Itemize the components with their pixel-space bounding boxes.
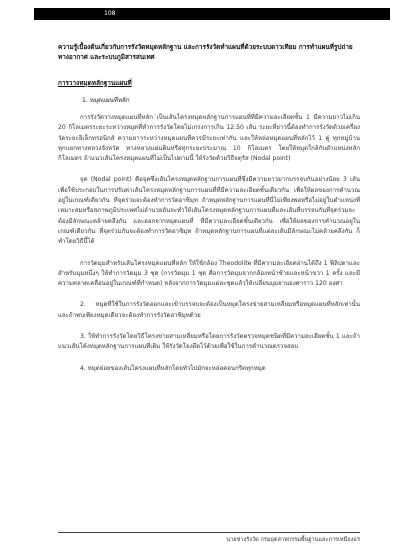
numbered-item: 3. ให้ทำการรังวัดโดยวิธีโครงข่ายสามเหลี่ยมหรือโดยการรังวัดตรวจหมุดชนิดที่มีความละเอียดชั้น 1 และถ้าแนวเส้นโค้งหมุดหลักฐานการแผนที่เดิม ให้รังวัดโยงยึดไว้ด้วยเพื่อใช้ในการคำนวณตรวจสอบ bbox=[58, 333, 360, 351]
numbered-item: 2. หมุดที่ใช้ในการรังวัดออกและเข้าบรรจบจะต้องเป็นหมุดโครงข่ายสามเหลี่ยมหรือหมุดแผนที่หลักเท่านั้น และถ้าพบเพียงหมุดเดียวจะต้องทำการรังวัดอาซิมุทด้วย bbox=[58, 301, 360, 319]
page-title: ความรู้เบื้องต้นเกี่ยวกับการรังวัดหมุดหลักฐาน และการรังวัดทำแผนที่ด้วยระบบดาวเทียม การทำแผนที่รูปถ่ายทางอากาศ และระบบภูมิสารสนเทศ bbox=[58, 43, 353, 61]
paragraph: การรังวัดวางหมุดแผนที่หลัก เป็นเส้นโครงหมุดหลักฐานการแผนที่ที่มีความละเอียดชั้น 1 มีความยาวไม่เกิน 20 กิโลเมตรระยะระหว่างหมุดที่ทำการรังวัดโดยไม่เกรงการเกิน 12.50 เส้น ระยะที่ยาวนี้ต้องทำการรังวัดด้วยเครื่องวัดระยะอิเล็กทรอนิกส์ ความยาวระหว่างหมุดแผนที่ควรมีระยะเท่ากัน และให้หล่อหมุดแผนที่หลักไว้ 1 คู่ ทุกหมู่บ้าน ทุกแยกทางหลวงจังหวัด ทางหลวงแผ่นดินหรือทุกระยะประมาณ 10 กิโลเมตร โดยให้หมุดใกล้กับตำแหน่งหลักกิโลเมตร ถ้าแนวเส้นโครงหมุดแผนที่ไม่เป็นไปตามนี้ ให้รังวัดด้วยวิธีจตุรัส (Nodal point) bbox=[58, 114, 360, 163]
page-content bbox=[58, 42, 360, 385]
section-heading: การวางหมุดหลักฐานแผนที่ bbox=[58, 79, 132, 87]
paragraph: จุด (Nodal point) คือจุดซึ่งเส้นโครงหมุดหลักฐานการแผนที่ซึ่งมีความยาวมากบรรจบกันอย่างน้อย 3 เส้น เพื่อใช้ประกอบในการปรับค่าเส้นโครงหมุดหลักฐานการแผนที่ที่มีความละเอียดชั้นเดียวกัน เพื่อให้ผลของการคำนวณอยู่ในเกณฑ์เดียวกัน ที่จุดร่วมจะต้องทำการวัดอาซิมุท ถ้าหมุดหลักฐานการแผนที่นี่ไม่เพียงพอหรือไม่อยู่ในตำแหน่งที่เหมาะสมหรือสภาพภูมิประเทศไม่อำนวยอันจะทำให้เส้นโครงหมุดหลักฐานการแผนที่และเส้นที่บรรจบกันที่จุดร่วมจะต้องมีลักษณะคล้ายคลึงกัน และออกจากหมุดแผนที่ ที่มีความละเอียดชั้นเดียวกัน เพื่อให้ผลของการคำนวณอยู่ในเกณฑ์เดียวกัน ที่จุดร่วมกันจะต้องทำการวัดอาซิมุท ถ้าหมุดหลักฐานการแผนที่แต่ละเส้นมีลักษณะไม่คล้ายคลึงกัน ก็ทำโดยวิธีนี้ได้ bbox=[58, 176, 360, 246]
numbered-item: 4. หมุดย่อยของเส้นโครงแผนที่หลักโดยทั่วไปมักจะหล่อคอนกรีตทุกหมุด bbox=[80, 364, 266, 372]
paragraph: การวัดมุมสำหรับเส้นโครงหมุดแผนที่หลัก ให้ใช้กล้อง Theodolite ที่มีความละเอียดอ่านได้ถึง 1 ฟิลิปดาและสำหรับมุมหนึ่งๆ ให้ทำการวัดมุม 3 ชุด (การวัดมุม 1 ชุด คือการวัดมุมจากกล้องหน้าซ้ายและหน้าขวา 1 ครั้ง และมีความคลาดเคลื่อนอยู่ในเกณฑ์ที่กำหนด) หลังจากการวัดมุมแต่ละชุดแล้วให้เปลี่ยนมุมจานองศาราว 120 องศา bbox=[58, 259, 360, 288]
page-footer: นายช่างรังวัด กรมอุตสาหกรรมพื้นฐานและการเหมืองแร่ bbox=[226, 537, 360, 543]
sub-heading: 1. หมุดแผนที่หลัก bbox=[82, 97, 130, 104]
page-header-bar bbox=[34, 8, 390, 20]
footer-divider bbox=[58, 532, 360, 533]
page-number: 108 bbox=[104, 10, 116, 17]
